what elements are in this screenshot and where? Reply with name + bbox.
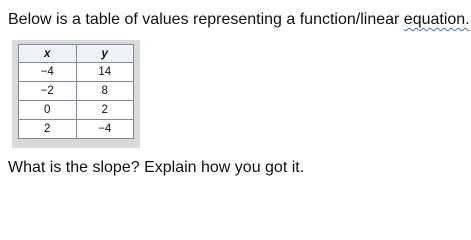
header-x: x [19, 45, 77, 63]
question-text: What is the slope? Explain how you got it. [8, 159, 305, 176]
cell-x: 2 [19, 120, 77, 139]
cell-y: 14 [76, 63, 134, 82]
cell-x: 0 [19, 101, 77, 120]
table-row [19, 82, 134, 101]
table-row [19, 63, 134, 82]
cell-x: −2 [19, 82, 77, 101]
cell-y: −4 [76, 120, 134, 139]
spellcheck-flagged-word: equation. [403, 11, 470, 28]
table-row [19, 120, 134, 139]
problem-statement [8, 10, 470, 30]
cell-x: −4 [19, 63, 77, 82]
values-table [18, 44, 134, 139]
problem-text: Below is a table of values representing a function/linear [8, 11, 404, 28]
table-row [19, 101, 134, 120]
values-table-frame [12, 40, 140, 148]
cell-y: 8 [76, 82, 134, 101]
table-header-row [19, 45, 134, 63]
header-y: y [76, 45, 134, 63]
cell-y: 2 [76, 101, 134, 120]
